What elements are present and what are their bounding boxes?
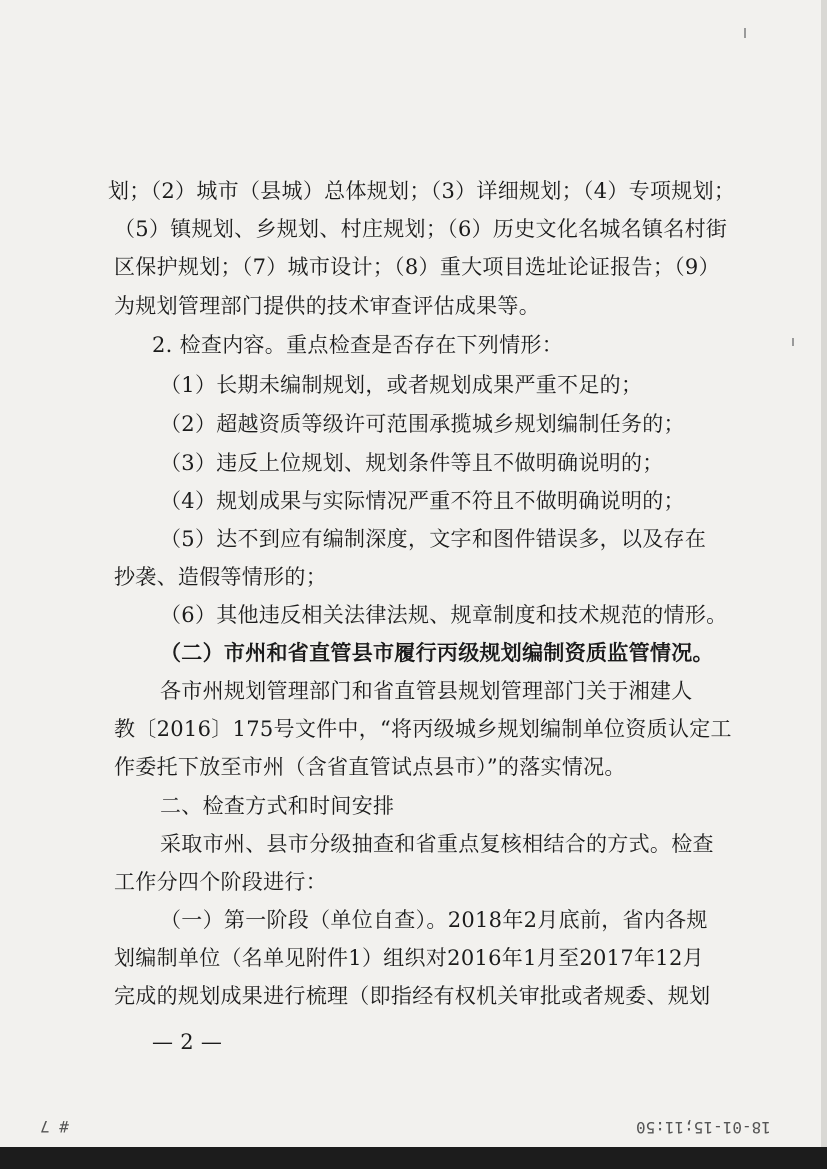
- text-line: 划；（2）城市（县城）总体规划；（3）详细规划；（4）专项规划；: [108, 179, 736, 203]
- text-line: （1）长期未编制规划，或者规划成果严重不足的；: [160, 373, 643, 397]
- scan-border-bottom: [0, 1147, 827, 1169]
- text-line: 作委托下放至市州（含省直管试点县市）”的落实情况。: [114, 755, 626, 779]
- scan-speck: [792, 338, 794, 346]
- text-line: 完成的规划成果进行梳理（即指经有权机关审批或者规委、规划: [114, 984, 711, 1008]
- text-line: （5）镇规划、乡规划、村庄规划；（6）历史文化名城名镇名村街: [114, 217, 728, 241]
- text-line: （一）第一阶段（单位自查）。2018年2月底前，省内各规: [160, 908, 708, 932]
- text-line: 采取市州、县市分级抽查和省重点复核相结合的方式。检查: [160, 832, 714, 856]
- scan-speck: [744, 28, 746, 38]
- page-number: — 2 —: [152, 1030, 223, 1054]
- section-heading: （二）市州和省直管县市履行丙级规划编制资质监管情况。: [160, 640, 714, 665]
- text-line: （3）违反上位规划、规划条件等且不做明确说明的；: [160, 451, 664, 475]
- text-line: （5）达不到应有编制深度，文字和图件错误多，以及存在: [160, 527, 707, 551]
- scan-mark-left: # 7: [40, 1117, 69, 1136]
- text-line: 划编制单位（名单见附件1）组织对2016年1月至2017年12月: [114, 946, 704, 970]
- text-line: 2. 检查内容。重点检查是否存在下列情形：: [152, 333, 564, 357]
- text-line: 各市州规划管理部门和省直管县规划管理部门关于湘建人: [160, 679, 693, 703]
- text-line: （6）其他违反相关法律法规、规章制度和技术规范的情形。: [160, 603, 728, 627]
- fax-timestamp: 18-01-15;11:50: [636, 1118, 771, 1137]
- text-line: （4）规划成果与实际情况严重不符且不做明确说明的；: [160, 489, 685, 513]
- text-line: 为规划管理部门提供的技术审查评估成果等。: [114, 294, 540, 318]
- scan-edge: [821, 0, 827, 1169]
- text-line: 教〔2016〕175号文件中，“将丙级城乡规划编制单位资质认定工: [114, 717, 732, 741]
- text-line: （2）超越资质等级许可范围承揽城乡规划编制任务的；: [160, 412, 685, 436]
- section-heading: 二、检查方式和时间安排: [160, 794, 395, 818]
- text-line: 工作分四个阶段进行：: [114, 870, 327, 894]
- text-line: 区保护规划；（7）城市设计；（8）重大项目选址论证报告；（9）: [114, 255, 720, 279]
- text-line: 抄袭、造假等情形的；: [114, 565, 327, 589]
